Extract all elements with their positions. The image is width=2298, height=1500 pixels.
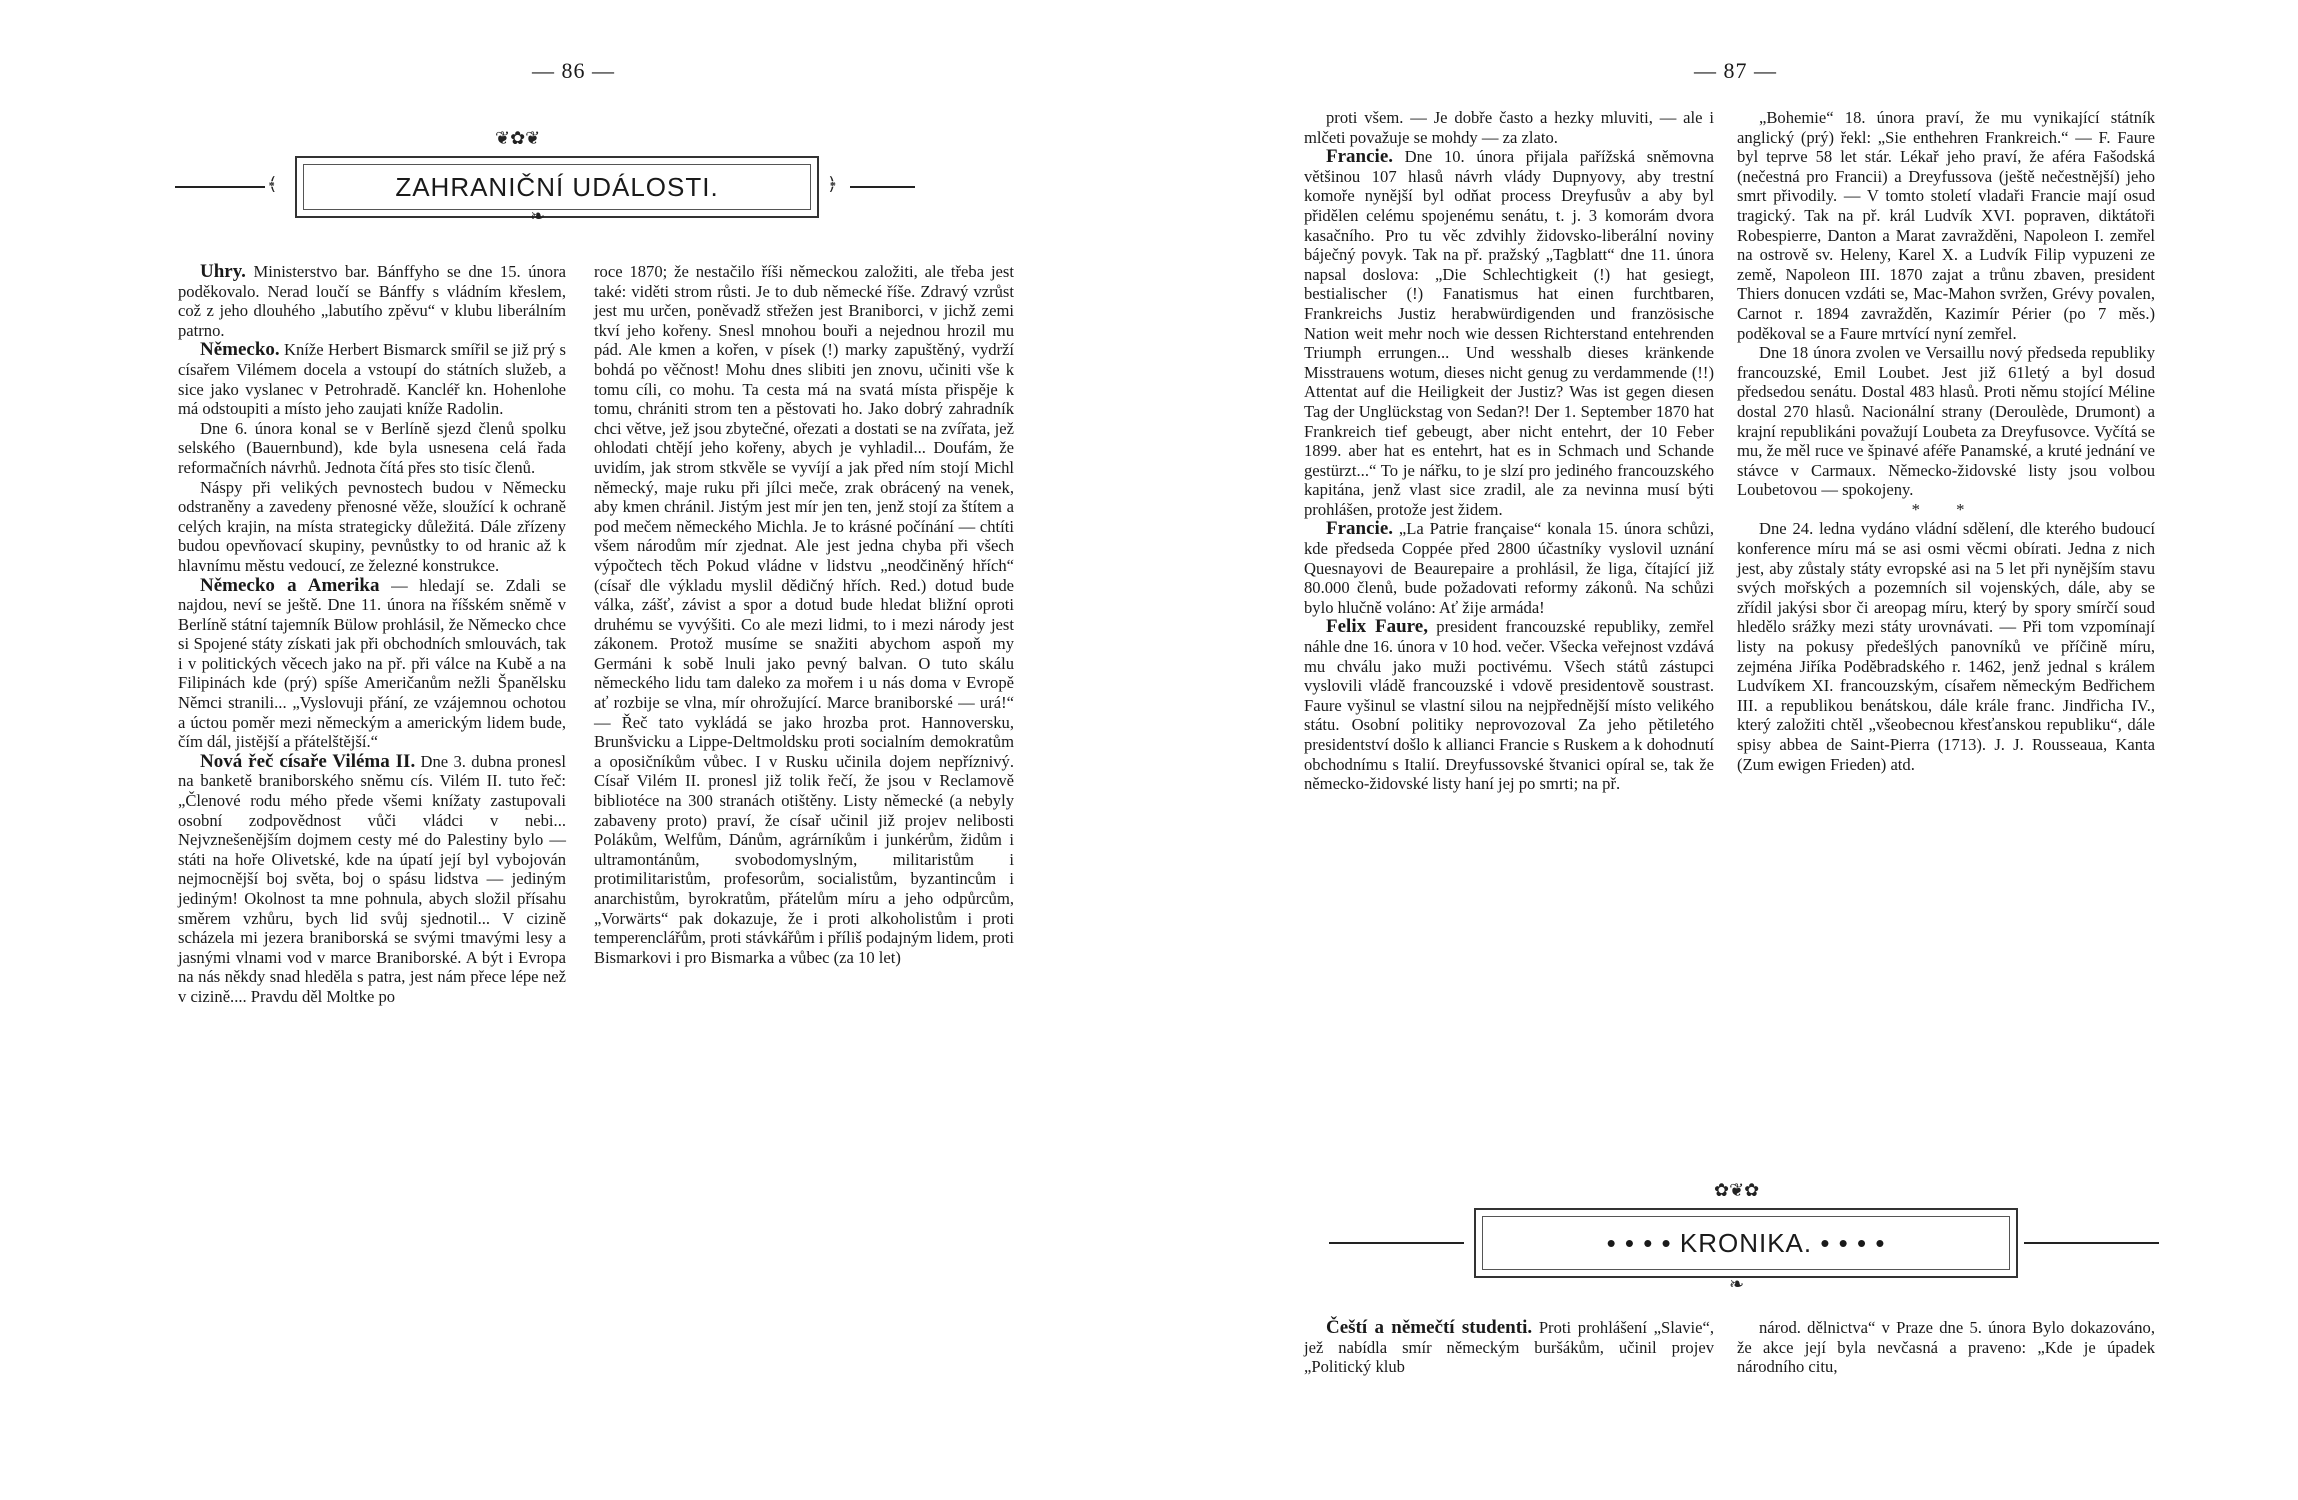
article-paragraph <box>1737 108 2155 343</box>
article-text: — hledají se. Zdali se najdou, neví se ještě. Dne 11. února na říšském sněmě v Berlíně státní tajemník Bülow prohlásil, že Německo chce si Spojené státy získati jak při obchodních smlouvách, tak i v politických věcech jako na př. při válce na Kubě a na Filipinách kde (prý) spíše Američanům nežli Španělsku Němci stranili... „Vyslovuji přání, ze vzájemnou ochotou a úctou poměr mezi německým a americkým lidem bude, čím dál, jistější a přátelštější.“ <box>178 575 566 752</box>
article-heading: Německo. <box>200 339 280 361</box>
ornament-bottom-icon: ❧ <box>1729 1274 1745 1294</box>
article-text: proti všem. — Je dobře často a hezky mluviti, — ale i mlčeti považuje se mohdy — za zlato. <box>1304 108 1714 147</box>
article-text: Dne 6. února konal se v Berlíně sjezd členů spolku selského (Bauernbund), kde byla usnesena celá řada reformačních návrhů. Jednota čítá přes sto tisíc členů. <box>178 418 566 477</box>
ornament-top-icon: ❦✿❦ <box>495 128 541 148</box>
article-paragraph <box>1737 1318 2155 1377</box>
article-heading: Felix Faure, <box>1326 616 1428 638</box>
article-paragraph <box>1737 343 2155 500</box>
page-number: — 87 — <box>1694 58 1777 83</box>
scroll-right-icon: ﴿ <box>827 174 838 194</box>
article-text: Dne 18 února zvolen ve Versaillu nový předseda republiky francouzské, Emil Loubet. Jest již 61letý a byl dosud předsedou senátu. Dostal 483 hlasů. Proti němu stojící Méline dostal 270 hlasů. Nacionální strany (Deroulède, Drumont) a krajní republikáni považují Loubeta za Dreyfusovce. Vyčítá se mu, že měl ruce ve špinavé aféře Panamské, a kruté jednání ve stávce v Carmaux. Německo-židovské listy jsou volbou Loubetovou — spokojeny. <box>1737 343 2155 500</box>
article-text: „La Patrie française“ konala 15. února schůzi, kde předseda Coppée před 2800 účastníky vyslovil uznání Quesnayovi de Beaurepaire a prohlásil, že liga, čítající již 80.000 členů, bude požadovati reformy zákonů. Na schůzi bylo hlučně voláno: Ať žije armáda! <box>1304 519 1714 617</box>
scroll-left-icon: ﴾ <box>267 174 278 194</box>
article-paragraph <box>1737 500 2155 520</box>
article-paragraph <box>178 576 566 752</box>
divider <box>175 186 265 188</box>
section-banner-zahranicni <box>175 128 915 228</box>
article-paragraph <box>178 262 566 340</box>
article-heading: Francie. <box>1326 518 1394 540</box>
article-paragraph <box>1304 1318 1714 1377</box>
article-text: Náspy při velikých pevnostech budou v Německu odstraněny a zavedeny přenosné věže, sloužící k ochraně celých krajin, na místa strategicky důležitá. Dále zřízeny budou opevňovací skupiny, pevnůstky to od hranic až k hlavnímu městu vedoucí, ze železné konstrukce. <box>178 477 566 575</box>
article-paragraph <box>178 478 566 576</box>
article-paragraph <box>178 419 566 478</box>
article-paragraph <box>1304 617 1714 793</box>
kronika-column-1 <box>1304 1318 1714 1377</box>
article-heading: Francie. <box>1326 146 1394 168</box>
article-text: Ministerstvo bar. Bánffyho se dne 15. února poděkovalo. Nerad loučí se Bánffy s vládním křeslem, což z jeho dlouhého „labutího zpěvu“ v klubu liberálním patrno. <box>178 262 566 340</box>
section-banner-kronika <box>1329 1180 2159 1300</box>
section-title: ZAHRANIČNÍ UDÁLOSTI. <box>395 171 719 202</box>
divider <box>1329 1242 1464 1244</box>
column-right-1 <box>1304 108 1714 794</box>
article-text: Dne 3. dubna pronesl na banketě braniborského sněmu cís. Vilém II. tuto řeč: „Členové rodu mého přede všemi knížaty zastupovali osobní zodpovědnost vůči vládci v nebi... Nejvznešenějším dojmem cesty mé do Palestiny bylo — státi na hoře Olivetské, kde na úpatí její byl vybojován nejmocnější boj světa, boj o spásu lidstva — jediným jediným! Okolnost ta mne pohnula, abych složil přísahu směrem vzhůru, bych lid svůj sjednotil... V cizině scházela mi jezera braniborská se svými tmavými lesy a jasnými vlnami vod v marce Braniborské. A být i Evropa na nás někdy snad hleděla s patra, jest nám přece lépe než v cizině.... Pravdu děl Moltke po <box>178 751 566 1006</box>
article-paragraph <box>178 752 566 1007</box>
section-title-box <box>1474 1208 2018 1278</box>
section-title: • • • • KRONIKA. • • • • <box>1606 1227 1886 1258</box>
page-number: — 86 — <box>532 58 615 83</box>
article-paragraph <box>1737 519 2155 774</box>
article-heading: Nová řeč císaře Viléma II. <box>200 750 416 772</box>
divider <box>850 186 915 188</box>
article-heading: Německo a Amerika <box>200 574 380 596</box>
article-text: roce 1870; že nestačilo říši německou založiti, ale třeba jest také: viděti strom růsti. Je to dub německé říše. Zdravý vzrůst jest mu určen, poněvadž střežen jest Braniborci, v jichž zemi tkví jeho kořeny. Snesl mnohou bouři a nejednou hrozil mu pád. Ale kmen a kořen, v písek (!) marky zapuštěný, vydrží bohdá po věčnost! Mohu dnes slibiti jen znovu, učiniti vše k tomu cíli, co mohu. Ta cesta má na svatá místa přispěje k tomu, chrániti strom ten a pěstovati ho. Jako dobrý zahradník chci větve, jež jsou zbytečné, ořezati a dostati se na zvířata, jež ohlodati chtějí jeho kořeny, abych je vyhladil... Doufám, že uvidím, jak strom stkvěle se vyvíjí a jak před ním stojí Michl německý, maje ruku při jílci meče, zrak obrácený na venek, aby kmen chránil. Jistým jest mír jen ten, jenž stojí za štítem a pod mečem německého Michla. Je to krásné počínání — chtíti všem národům mír zjednat. Ale jest jedna chyba při všech výpočtech těch Pokud vládne v lidstvu „neodčiněný hřích“ (císař dle výkladu myslil dědičný hřích. Red.) dotud bude válka, zášť, závist a spor a dotud bude hledat bližní oproti druhému se vyvýšiti. Co ale mezi lidmi, to i mezi národy jest zákonem. Protož musíme se snažiti abychom aspoň my Germáni k sobě lnuli jako pevný balvan. O tuto skálu německého lidu tam daleko za mořem i u nás doma v Evropě ať rozbije se vlna, mír ohrožující. Marce braniborské — urá!“ — Řeč tato vykládá se jako hrozba prot. Hannoversku, Brunšvicku a Lippe-Deltmoldsku proti socialním demokratům a oposičníkům vůbec. I v Rusku učinila dojem nepříznivý. Císař Vilém II. pronesl již tolik řečí, že jsou v Reclamově bibliotéce na 300 stranách otištěny. Listy německé (a nebyly zabaveny proto) praví, že císař učinil již projev nelibosti Polákům, Welfům, Dánům, agrárníkům i junkérům, židům i ultramontánům, svobodomyslným, militaristům i protimilitaristům, profesorům, socialistům, byzantincům i anarchistům, byrokratům, přátelům míru a jeho odpůrcům, „Vorwärts“ pak dokazuje, že i proti alkoholistům i proti temperenclářům, proti stávkářům i příliš podajným lidem, proti Bismarkovi i pro Bismarka a vůbec (za 10 let) <box>594 262 1014 967</box>
article-text: Dne 10. února přijala pařížská sněmovna většinou 107 hlasů návrh vlády Dupnyovy, aby trestní komoře nynější byl odňat process Dreyfusův a aby byl přidělen celému spojenému senátu, t. j. 3 komorám dvora kasačního. Pro tu věc zdvihly židovsko-liberální noviny báječný povyk. Tak na př. pražský „Tagblatt“ dne 11. února napsal doslova: „Die Schlechtigkeit (!) hat gesiegt, bestialischer (!) Fanatismus hat einen furchtbaren, Frankreichs Justiz herabwürdigenden und französische Nation weit mehr noch wie dessen Richterstand entehrenden Triumph errungen... Und wesshalb dieses kränkende Misstrauens wotum, dieses nicht genug zu verdammende (!!) Attentat auf die Heiligkeit der Justiz? Was ist gegen diesen Tag der Unglückstag von Sedan?! Der 1. September 1870 hat Frankreich tief gebeugt, aber nicht entehrt, der 10 Feber 1899. aber hat es entehrt, hat es in Schmach und Schande gestürzt...“ To je nářku, to je slzí pro jediného francouzského kapitána, jenž vlast sice zradil, ale za nevinna musí býti prohlášen, protože jest židem. <box>1304 147 1714 519</box>
article-paragraph <box>1304 519 1714 617</box>
kronika-column-2 <box>1737 1318 2155 1377</box>
column-left-2 <box>594 262 1014 967</box>
article-text: president francouzské republiky, zemřel náhle dne 16. února v 10 hod. večer. Všecka veřejnost vzdává mu chválu jako muži poctivému. Všech států zástupci vyslovili vládě francouzské i vdově presidentově soustrast. Faure vyšinul se vlastní silou na nejpřednější místo velikého státu. Osobní politiky neprovozoval Za jeho pětiletého presidentství došlo k allianci Francie s Ruskem a k dohodnutí obchodnímu s Italií. Dreyfussovské štvanici opíral se, tak že německo-židovské listy haní jej po smrti; na př. <box>1304 617 1715 794</box>
article-paragraph <box>1304 108 1714 147</box>
right-page <box>1149 0 2298 1500</box>
article-paragraph <box>1304 147 1714 519</box>
article-text: Proti prohlášení „Slavie“, jež nabídla smír německým buršákům, učinil projev „Politický klub <box>1304 1318 1714 1377</box>
article-heading: Čeští a němečtí studenti. <box>1326 1317 1533 1338</box>
ornament-bottom-icon: ❧ <box>530 206 546 226</box>
section-title-box <box>295 156 819 218</box>
divider <box>2024 1242 2159 1244</box>
article-text: národ. dělnictva“ v Praze dne 5. února Bylo dokazováno, že akce její byla nevčasná a praveno: „Kde je úpadek národního citu, <box>1737 1318 2155 1377</box>
ornament-top-icon: ✿❦✿ <box>1714 1180 1760 1200</box>
section-stars: * * <box>1911 499 1981 519</box>
article-text: „Bohemie“ 18. února praví, že mu vynikající státník anglický (prý) řekl: „Sie enthehren Frankreich.“ — F. Faure byl teprve 58 let stár. Lékař jeho praví, že aféra Fašodská (nečestná pro Francii) a Dreyfussova (ještě nečestnější) jeho smrt přivodily. — V tomto století vladaři Francie mají osud tragický. Tak na př. král Ludvík XVI. popraven, diktátoři Robespierre, Danton a Marat zavražděni, Napoleon I. zemřel na ostrově sv. Heleny, Karel X. a Ludvík Filip vypuzeni ze země, Napoleon III. 1870 zajat a trůnu zbaven, president Thiers donucen vzdáti se, Mac-Mahon svržen, Grévy povalen, Carnot r. 1894 zavražděn, Kazimír Périer (po 7 měs.) poděkoval se a Faure mrtvící nyní zemřel. <box>1737 108 2155 343</box>
column-left-1 <box>178 262 566 1007</box>
article-paragraph <box>178 340 566 418</box>
article-text: Kníže Herbert Bismarck smířil se již prý s císařem Vilémem docela a vstoupí do státních služeb, a sice jako vyslanec v Petrohradě. Kancléř kn. Hohenlohe má odstoupiti a místo jeho zaujati kníže Radolin. <box>178 340 566 419</box>
article-text: Dne 24. ledna vydáno vládní sdělení, dle kterého budoucí konference míru má se asi osmi věcmi obírati. Jedna z nich jest, aby zůstaly státy evropské asi na 5 let při nynějším stavu svých mořských a pozemních sil vojenských, dále, aby se zřídil jakýsi sbor či areopag míru, který by spory smírčí soud hledělo srážky mezi státy urovnávati. — Při tom vzpomínají listy na pokusy předešlých panovníků ve příčině míru, zejména Jiříka Poděbradského r. 1462, jenž jednal s králem Ludvíkem XI. francouzským, císařem německým Bedřichem III. a republikou benátskou, dále krále franc. Jindřicha IV., který založiti chtěl „všeobecnou křesťanskou republiku“, dále spisy abbea de Saint-Pierra (1713). J. J. Rousseaua, Kanta (Zum ewigen Frieden) atd. <box>1737 519 2155 774</box>
article-heading: Uhry. <box>200 261 246 282</box>
column-right-2 <box>1737 108 2155 774</box>
